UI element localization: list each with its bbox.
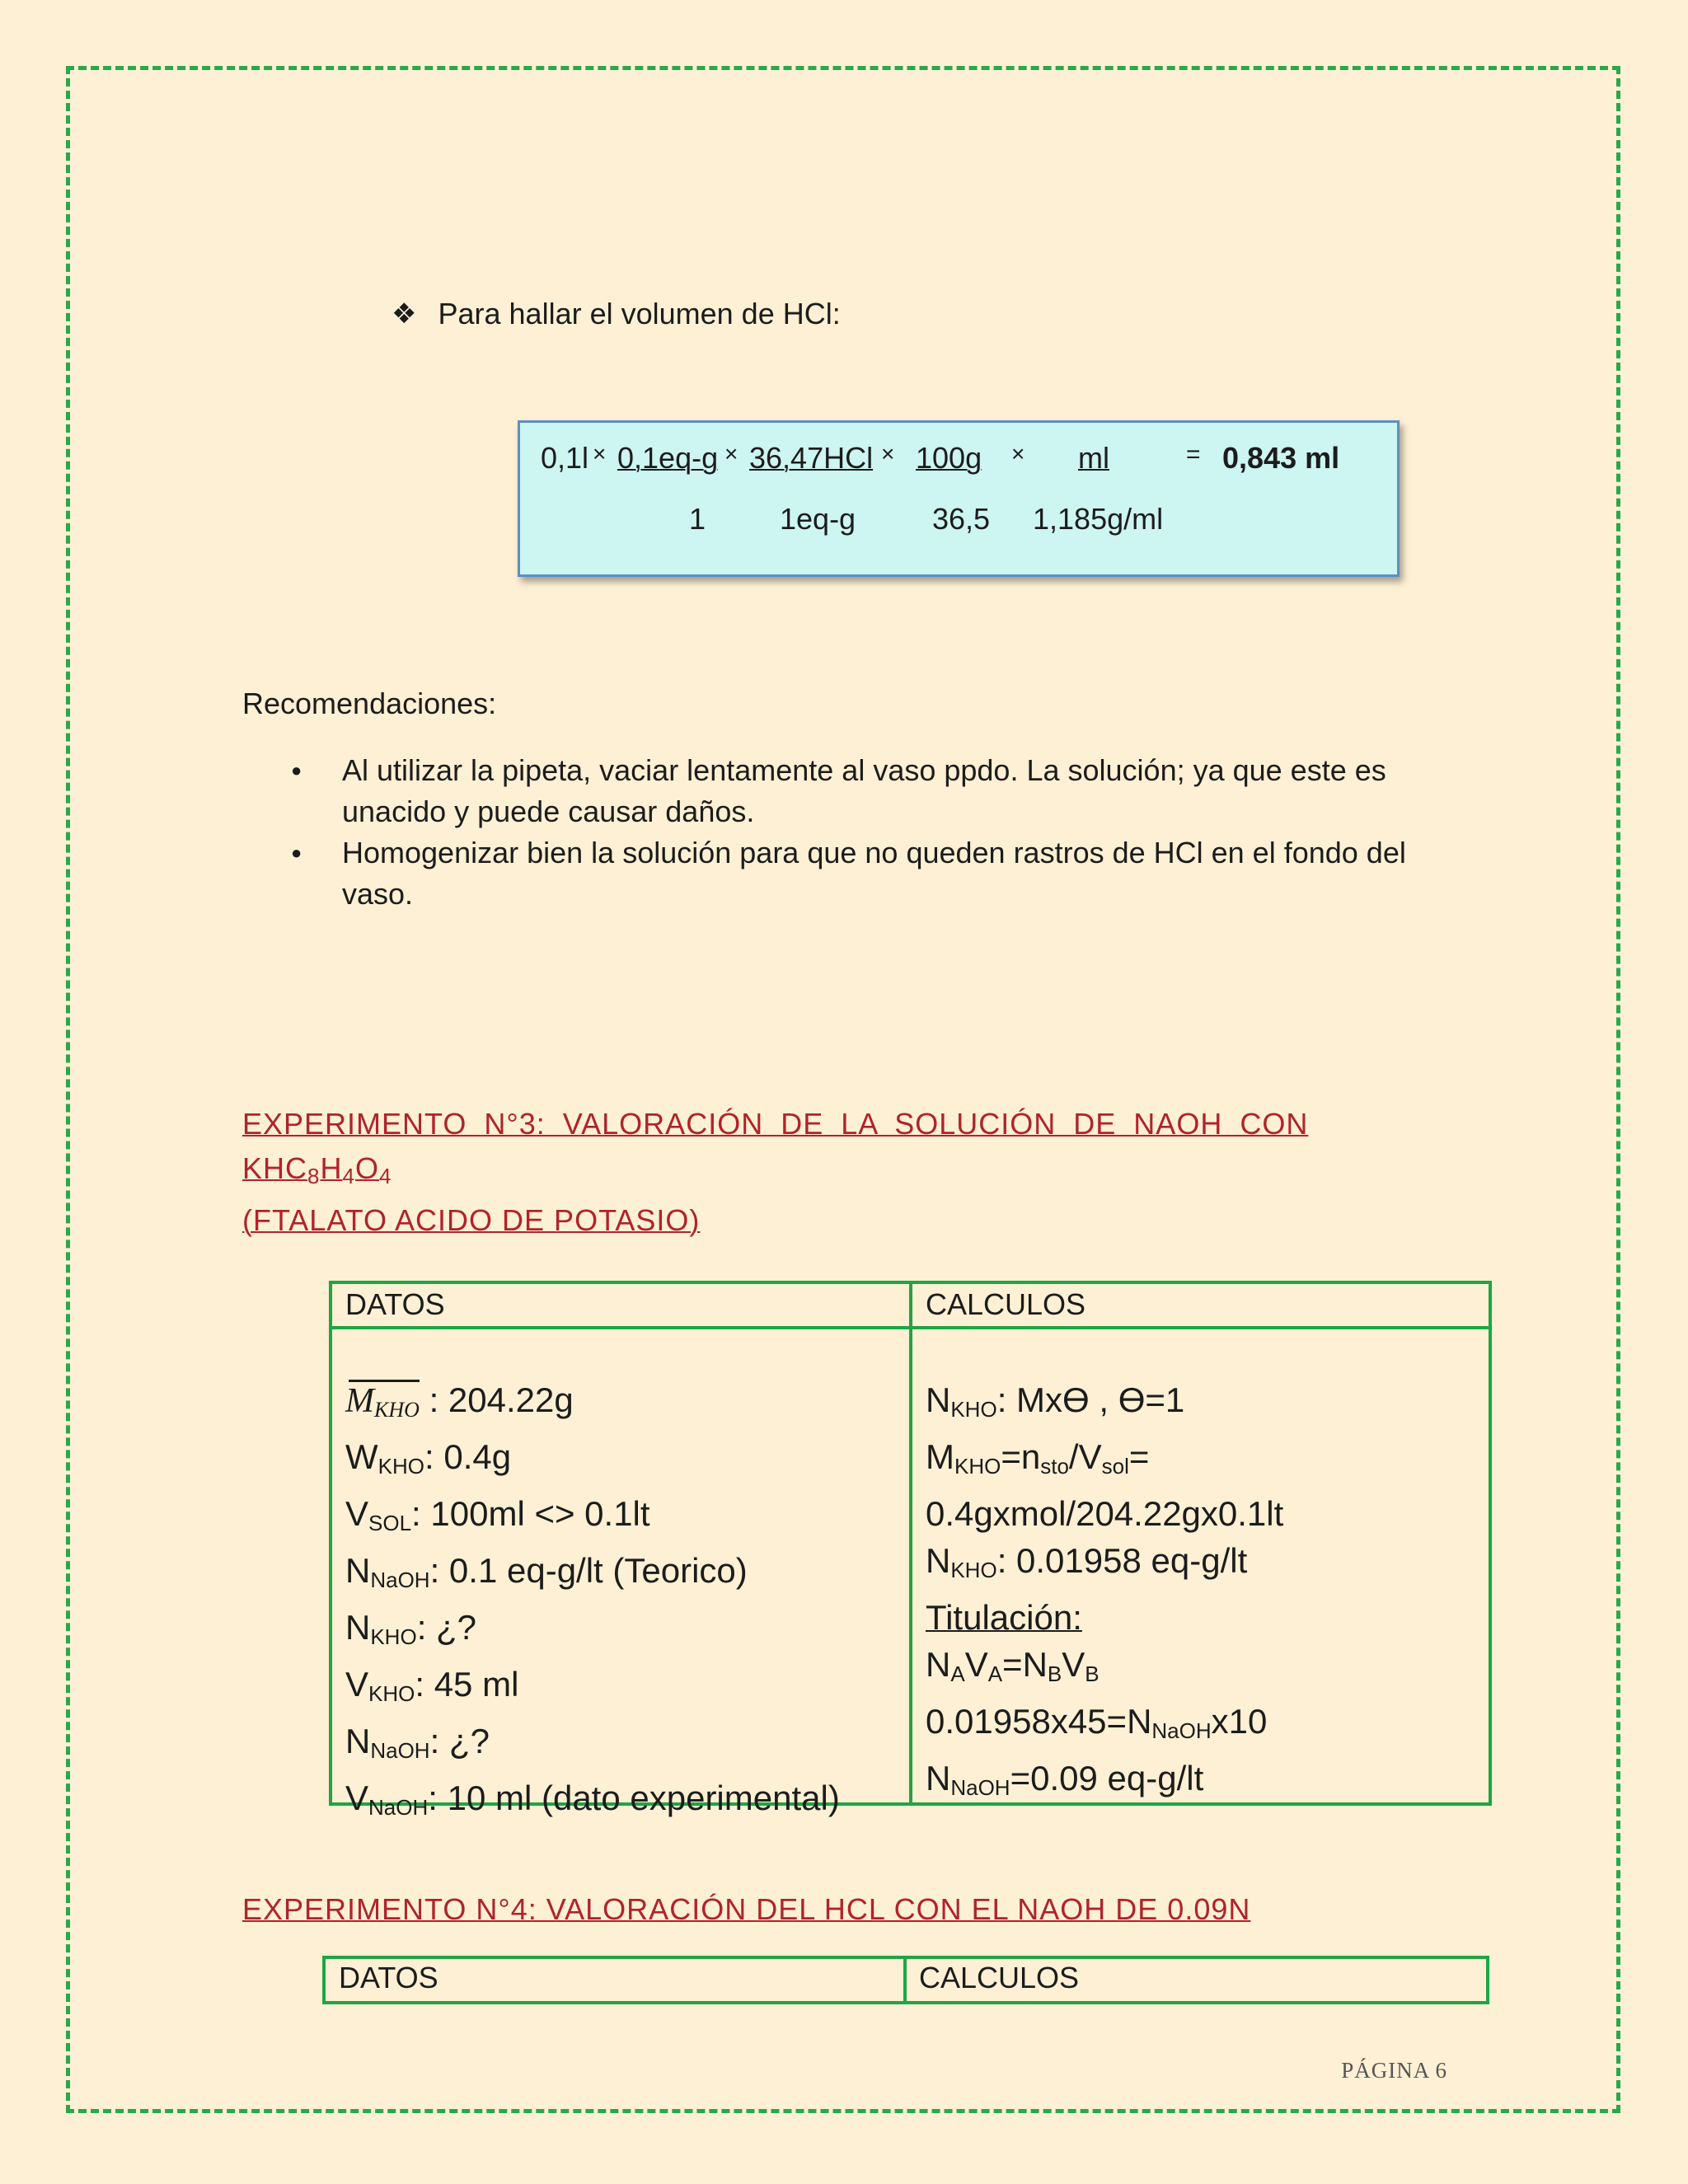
exp3-formula-part: O bbox=[354, 1151, 379, 1185]
formula-result: 0,843 ml bbox=[1222, 441, 1340, 475]
subscript: B bbox=[1047, 1661, 1062, 1686]
calculos-row bbox=[926, 1698, 1283, 1755]
formula-operator: = bbox=[1186, 441, 1201, 468]
datos-value: : 100ml <> 0.1lt bbox=[411, 1494, 650, 1533]
calc-text: N bbox=[926, 1645, 951, 1684]
list-item: ● Homogenizar bien la solución para que no queden rastros de HCl en el fondo del vaso. bbox=[284, 832, 1447, 915]
subscript: A bbox=[950, 1661, 965, 1686]
calc-text: N bbox=[926, 1541, 951, 1580]
calc-text: /V bbox=[1068, 1437, 1102, 1476]
subscript: KHO bbox=[954, 1454, 1001, 1479]
subscript: 4 bbox=[378, 1164, 392, 1188]
datos-symbol: V bbox=[345, 1494, 369, 1533]
page-border-frame bbox=[66, 66, 1620, 2113]
subscript: 4 bbox=[342, 1164, 355, 1188]
formula-term: 0,1eq-g bbox=[617, 441, 719, 475]
formula-term: 36,47HCl bbox=[749, 441, 874, 475]
datos-row bbox=[345, 1661, 840, 1718]
hcl-formula-box bbox=[518, 420, 1400, 577]
calc-text: = bbox=[1128, 1437, 1150, 1476]
calc-text: M bbox=[926, 1437, 954, 1476]
calc-text: =N bbox=[1002, 1645, 1048, 1684]
calculos-row: 0.4gxmol/204.22gx0.1lt bbox=[926, 1494, 1284, 1533]
datos-value: : ¿? bbox=[416, 1608, 477, 1647]
datos-row bbox=[345, 1490, 840, 1547]
subscript: 8 bbox=[307, 1164, 321, 1188]
datos-symbol: N bbox=[345, 1608, 371, 1647]
subscript: NaOH bbox=[370, 1738, 430, 1763]
formula-term: 0,1l bbox=[541, 441, 589, 475]
datos-row bbox=[345, 1433, 840, 1490]
subscript: SOL bbox=[368, 1511, 412, 1535]
datos-row bbox=[345, 1718, 840, 1774]
calc-text: : 0.01958 eq-g/lt bbox=[996, 1541, 1248, 1580]
hcl-volume-heading bbox=[392, 297, 841, 331]
calc-text: x10 bbox=[1211, 1702, 1268, 1741]
subscript: sol bbox=[1101, 1454, 1129, 1479]
datos-symbol: W bbox=[345, 1437, 378, 1476]
formula-denominator: 1,185g/ml bbox=[1033, 502, 1164, 536]
calculos-column bbox=[926, 1376, 1283, 1811]
calculos-row bbox=[926, 1641, 1283, 1698]
subscript: KHO bbox=[368, 1681, 415, 1706]
experiment-4-table bbox=[322, 1956, 1489, 2004]
datos-row bbox=[345, 1376, 840, 1433]
recommendations-title: Recomendaciones: bbox=[242, 687, 497, 720]
subscript: KHO bbox=[374, 1398, 420, 1422]
datos-value: : 204.22g bbox=[429, 1380, 574, 1419]
exp3-formula-part: H bbox=[320, 1151, 343, 1185]
calculos-row bbox=[926, 1755, 1283, 1811]
page-number: PÁGINA 6 bbox=[1341, 2058, 1447, 2083]
subscript: NaOH bbox=[950, 1775, 1010, 1800]
formula-operator: × bbox=[881, 441, 895, 466]
table-divider bbox=[332, 1326, 1489, 1329]
subscript: B bbox=[1085, 1661, 1100, 1686]
exp3-title-line2: (FTALATO ACIDO DE POTASIO) bbox=[242, 1203, 701, 1237]
calc-text: : Mxϴ , ϴ=1 bbox=[996, 1380, 1185, 1419]
formula-term: ml bbox=[1078, 441, 1109, 475]
formula-operator: × bbox=[593, 441, 607, 466]
subscript: NaOH bbox=[1151, 1718, 1212, 1743]
subscript: KHO bbox=[950, 1397, 997, 1422]
table-header-datos: DATOS bbox=[345, 1287, 445, 1321]
table-divider bbox=[909, 1284, 912, 1802]
subscript: KHO bbox=[377, 1454, 424, 1479]
subscript: NaOH bbox=[370, 1568, 430, 1592]
recommendations-list bbox=[284, 750, 1447, 915]
table-header-datos: DATOS bbox=[339, 1961, 438, 1994]
exp3-title-text: EXPERIMENTO N°3: VALORACIÓN DE LA SOLUCIÓN DE NAOH CON KHC bbox=[242, 1107, 1309, 1185]
experiment-4-title: EXPERIMENTO N°4: VALORACIÓN DEL HCL CON EL NAOH DE 0.09N bbox=[242, 1892, 1251, 1926]
hcl-heading-text: Para hallar el volumen de HCl: bbox=[438, 297, 841, 330]
datos-symbol: V bbox=[345, 1665, 369, 1704]
formula-denominator: 36,5 bbox=[932, 502, 991, 536]
subscript: KHO bbox=[370, 1624, 417, 1649]
experiment-3-title bbox=[242, 1102, 1446, 1243]
calculos-row bbox=[926, 1537, 1283, 1594]
calc-text: V bbox=[1062, 1645, 1085, 1684]
calc-text: =n bbox=[1001, 1437, 1041, 1476]
calc-text: N bbox=[926, 1759, 951, 1797]
molar-mass-symbol: $M_{KHO}$ bbox=[345, 1378, 420, 1433]
datos-value: : 45 ml bbox=[415, 1665, 519, 1704]
subscript: A bbox=[987, 1661, 1003, 1686]
formula-operator: × bbox=[724, 441, 738, 466]
datos-symbol: N bbox=[345, 1551, 371, 1590]
datos-value: : 0.1 eq-g/lt (Teorico) bbox=[429, 1551, 748, 1590]
subscript: NaOH bbox=[368, 1795, 429, 1820]
table-header-calculos: CALCULOS bbox=[919, 1961, 1080, 1994]
formula-operator: × bbox=[1011, 441, 1025, 466]
calculos-row bbox=[926, 1433, 1283, 1490]
formula-term: 100g bbox=[916, 441, 982, 475]
datos-row bbox=[345, 1774, 840, 1831]
calculos-row bbox=[926, 1376, 1283, 1433]
formula-denominator: 1 bbox=[689, 502, 706, 536]
calc-text: N bbox=[926, 1380, 951, 1419]
diamond-bullet-icon: ❖ bbox=[392, 298, 417, 330]
table-divider bbox=[903, 1959, 907, 2001]
calculos-row: Titulación: bbox=[926, 1598, 1082, 1637]
datos-value: : ¿? bbox=[429, 1722, 490, 1760]
experiment-3-table bbox=[329, 1281, 1492, 1820]
datos-symbol: N bbox=[345, 1722, 371, 1760]
calc-text: 0.01958x45=N bbox=[926, 1702, 1152, 1741]
datos-value: : 0.4g bbox=[424, 1437, 512, 1476]
subscript: KHO bbox=[950, 1558, 997, 1582]
datos-row bbox=[345, 1604, 840, 1661]
datos-symbol: V bbox=[345, 1779, 369, 1817]
table-header-calculos: CALCULOS bbox=[926, 1287, 1086, 1321]
calc-text: V bbox=[964, 1645, 988, 1684]
subscript: sto bbox=[1040, 1454, 1069, 1479]
datos-row bbox=[345, 1547, 840, 1604]
datos-column bbox=[345, 1376, 840, 1831]
datos-value: : 10 ml (dato experimental) bbox=[428, 1779, 840, 1817]
calc-text: =0.09 eq-g/lt bbox=[1010, 1759, 1204, 1797]
list-item: ● Al utilizar la pipeta, vaciar lentamente al vaso ppdo. La solución; ya que este es unacido y puede causar daños. bbox=[284, 750, 1447, 832]
formula-denominator: 1eq-g bbox=[780, 502, 856, 536]
